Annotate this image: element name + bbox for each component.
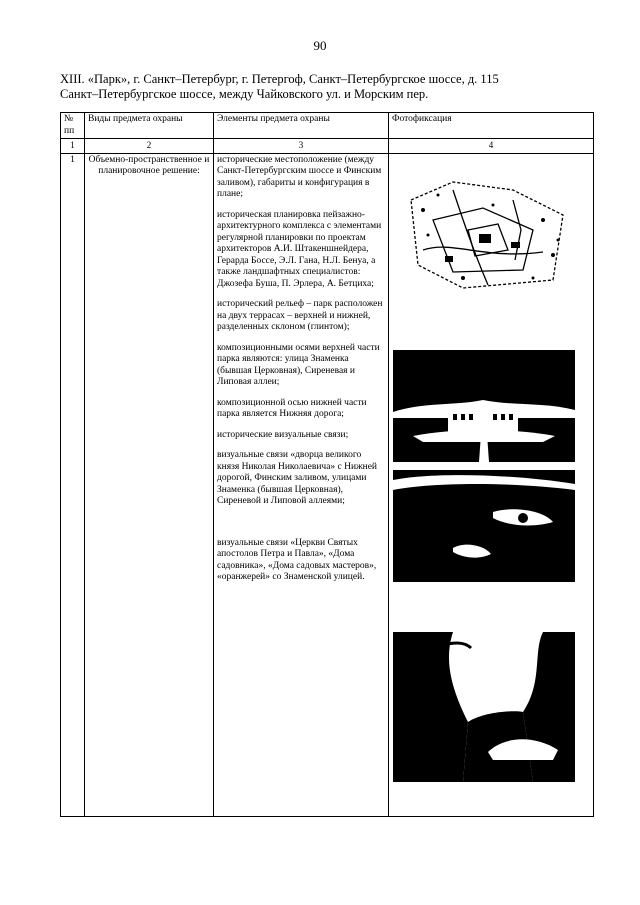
lower-road-photo — [393, 470, 575, 582]
element-item: исторические местоположение (между Санкт-Петербургским шоссе и Финским заливом), габариты и конфигурация в плане; — [217, 154, 382, 199]
element-item: визуальные связи «Церкви Святых апостолов Петра и Павла», «Дома садовника», «Дома садовых мастеров», «оранжерей» со Знаменской улицей. — [217, 537, 377, 582]
protection-type: Объемно-пространственное и планировочное решение: — [85, 153, 214, 816]
header-num: № пп — [61, 113, 85, 139]
table-row — [61, 153, 594, 816]
palace-photo — [393, 350, 575, 462]
row-number: 1 — [61, 153, 85, 816]
heading-line-2: Санкт–Петербургское шоссе, между Чайковского ул. и Морским пер. — [60, 87, 429, 101]
element-item: композиционной осью нижней части парка является Нижняя дорога; — [217, 397, 367, 419]
header-elements: Элементы предмета охраны — [214, 113, 389, 139]
alley-photo — [393, 632, 575, 782]
header-types: Виды предмета охраны — [85, 113, 214, 139]
header-photo: Фотофиксация — [389, 113, 594, 139]
element-item: историческая планировка пейзажно-архитектурного комплекса с элементами регулярной планировки по проектам архитекторов А.И. Штакеншнейдера, Герарда Боссе, Э.Л. Гана, Н.Л. Бенуа, а также ландшафтных специалистов: Джозефа Буша, П. Эрлера, А. Бетциха; — [217, 209, 382, 289]
element-item: визуальные связи «дворца великого князя Николая Николаевича» с Нижней дорогой, Финским заливом, улицами Знаменка (бывшая Церковная), Сиреневой и Липовой аллеями; — [217, 450, 378, 506]
plan-map-photo — [393, 160, 575, 300]
page-number: 90 — [313, 38, 327, 53]
col-number-2: 2 — [85, 139, 214, 154]
column-number-row — [61, 139, 594, 154]
protection-elements — [214, 153, 389, 816]
photo-cell — [389, 153, 594, 816]
col-number-4: 4 — [389, 139, 594, 154]
element-item: композиционными осями верхней части парка являются: улица Знаменка (бывшая Церковная), Сиреневая и Липовая аллеи; — [217, 342, 380, 387]
element-item: исторические визуальные связи; — [217, 429, 349, 440]
element-item: исторический рельеф – парк расположен на двух террасах – верхней и нижней, разделенных склоном (глинтом); — [217, 299, 383, 332]
protection-table — [60, 112, 594, 817]
document-heading — [60, 72, 600, 102]
col-number-3: 3 — [214, 139, 389, 154]
table-header-row — [61, 113, 594, 139]
heading-line-1: XIII. «Парк», г. Санкт–Петербург, г. Петергоф, Санкт–Петербургское шоссе, д. 115 — [60, 72, 499, 86]
col-number-1: 1 — [61, 139, 85, 154]
